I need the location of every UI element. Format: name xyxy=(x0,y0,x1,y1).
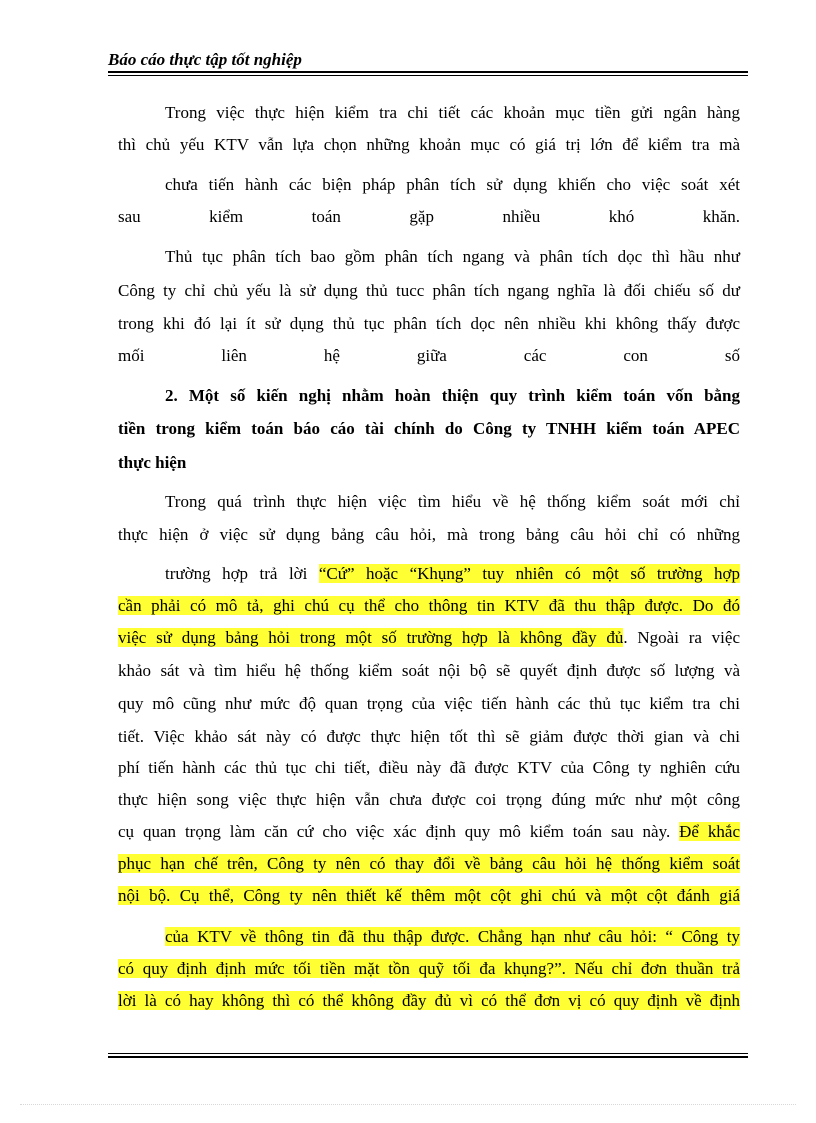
text-line: việc sử dụng bảng hỏi trong một số trường hợp là không đầy đủ. Ngoài ra việc xyxy=(118,628,740,647)
text-line: thì chủ yếu KTV vẫn lựa chọn những khoản mục có giá trị lớn để kiểm tra mà xyxy=(118,135,740,154)
page-boundary-dotted-line xyxy=(20,1104,796,1105)
highlighted-text: việc sử dụng bảng hỏi trong một số trường hợp là không đầy đủ xyxy=(118,628,624,647)
text-line xyxy=(118,957,740,981)
text-line xyxy=(118,594,740,618)
section-heading-line: thực hiện xyxy=(118,453,187,472)
highlighted-text: “Cứ” hoặc “Khụng” tuy nhiên có một số trường hợp xyxy=(318,564,740,583)
highlighted-text: lời là có hay không thì có thể không đầy đủ vì có thể đơn vị có quy định về định xyxy=(118,991,740,1010)
text-line: Trong việc thực hiện kiểm tra chi tiết các khoản mục tiền gửi ngân hàng xyxy=(165,103,740,122)
text-line: trong khi đó lại ít sử dụng thủ tục phân tích dọc nên nhiều khi không thấy được xyxy=(118,314,740,333)
text-line: sau kiểm toán gặp nhiều khó khăn. xyxy=(118,207,740,226)
text-line xyxy=(118,989,740,1013)
highlighted-text: phục hạn chế trên, Công ty nên có thay đổi về bảng câu hỏi hệ thống kiểm soát xyxy=(118,854,740,873)
text-line: Thủ tục phân tích bao gồm phân tích ngang và phân tích dọc thì hầu như xyxy=(165,247,740,266)
text-line: thực hiện song việc thực hiện vẫn chưa được coi trọng đúng mức như một công xyxy=(118,790,740,809)
section-heading-line: tiền trong kiểm toán báo cáo tài chính do Công ty TNHH kiểm toán APEC xyxy=(118,419,740,438)
header-rule-thick xyxy=(108,71,748,73)
text-line: cụ quan trọng làm căn cứ cho việc xác định quy mô kiểm toán sau này. Để khắc xyxy=(118,822,740,841)
text-line: trường hợp trả lời “Cứ” hoặc “Khụng” tuy nhiên có một số trường hợp xyxy=(165,564,740,583)
text-line: thực hiện ở việc sử dụng bảng câu hỏi, mà trong bảng câu hỏi chỉ có những xyxy=(118,525,740,544)
highlighted-text: của KTV về thông tin đã thu thập được. Chẳng hạn như câu hỏi: “ Công ty xyxy=(165,927,740,946)
text-line: chưa tiến hành các biện pháp phân tích sử dụng khiến cho việc soát xét xyxy=(165,175,740,194)
text-line xyxy=(118,852,740,876)
text-line: khảo sát và tìm hiểu hệ thống kiểm soát nội bộ sẽ quyết định được số lượng và xyxy=(118,661,740,680)
text-line: phí tiến hành các thủ tục chi tiết, điều này đã được KTV của Công ty nghiên cứu xyxy=(118,758,740,777)
text-line: tiết. Việc khảo sát này có được thực hiện tốt thì sẽ giảm được thời gian và chi xyxy=(118,727,740,746)
highlighted-text: Để khắc xyxy=(679,822,740,841)
text-line: mối liên hệ giữa các con số xyxy=(118,346,740,365)
highlighted-text: nội bộ. Cụ thể, Công ty nên thiết kế thêm một cột ghi chú và một cột đánh giá xyxy=(118,886,740,905)
text-line: Công ty chỉ chủ yếu là sử dụng thủ tucc phân tích ngang nghĩa là đối chiếu số dư xyxy=(118,281,740,300)
highlighted-text: cần phải có mô tả, ghi chú cụ thể cho thông tin KTV đã thu thập được. Do đó xyxy=(118,596,740,615)
page-header-title: Báo cáo thực tập tốt nghiệp xyxy=(108,50,302,69)
text-line xyxy=(118,884,740,908)
highlighted-text: có quy định định mức tối tiền mặt tồn quỹ tối đa khụng?”. Nếu chỉ đơn thuần trả xyxy=(118,959,740,978)
text-line xyxy=(118,925,740,949)
footer-rule-thick xyxy=(108,1056,748,1058)
section-heading-line: 2. Một số kiến nghị nhằm hoàn thiện quy trình kiểm toán vốn bằng xyxy=(165,386,740,405)
text-line: quy mô cũng như mức độ quan trọng của việc tiến hành các thủ tục kiểm tra chi xyxy=(118,694,740,713)
text-line: Trong quá trình thực hiện việc tìm hiểu về hệ thống kiểm soát mới chỉ xyxy=(165,492,740,511)
footer-rule-thin xyxy=(108,1053,748,1054)
header-rule-thin xyxy=(108,75,748,76)
